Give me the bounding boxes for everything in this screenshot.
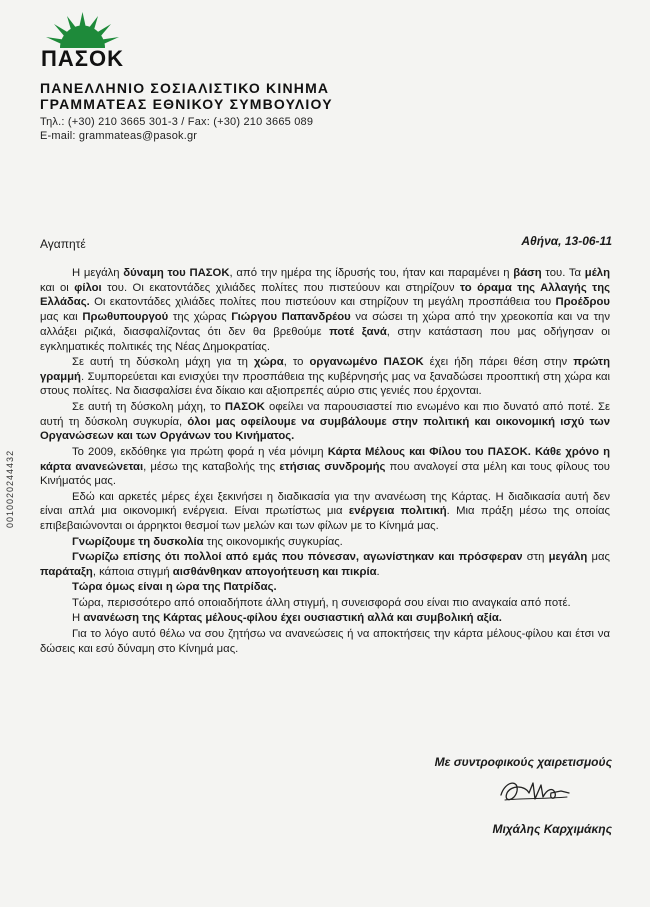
paragraph: Το 2009, εκδόθηκε για πρώτη φορά η νέα μόνιμη Κάρτα Μέλους και Φίλου του ΠΑΣΟΚ. Κάθε χρόνο η κάρτα ανανεώνεται, μέσω της καταβολής της ετήσιας συνδρομής που αναλογεί στα μέλη και τους φίλους του Κινήματός μας. [40, 445, 610, 488]
pasok-logo [40, 10, 125, 71]
date-line: Αθήνα, 13-06-11 [521, 234, 612, 248]
side-reference-code: 0010020244432 [5, 449, 15, 528]
paragraph: Τώρα όμως είναι η ώρα της Πατρίδας. [72, 581, 277, 594]
green-sun-icon [40, 10, 125, 50]
logo-wordmark: ΠΑΣΟΚ [41, 46, 124, 71]
paragraph: Εδώ και αρκετές μέρες έχει ξεκινήσει η διαδικασία για την ανανέωση της Κάρτας. Η διαδικασία αυτή δεν είναι απλά μια οικονομική ενέργεια. Είναι πρωτίστως μια ενέργεια πολιτική. Μια πράξη μέσω της οποίας επιβεβαιώνονται οι άρρηκτοι θεσμοί των μελών και των φίλων με το Κίνημά μας. [40, 490, 611, 533]
paragraph: Σε αυτή τη δύσκολη μάχη για τη χώρα, το οργανωμένο ΠΑΣΟΚ έχει ήδη πάρει θέση στην πρώτη γραμμή. Συμπορεύεται και ενισχύει την προσπάθεια της κυβέρνησής μας να ξαναδώσει προοπτική στη χώρα και στους πολίτες. Να διασφαλίσει ένα δίκαιο και αξιοπρεπές αύριο στις γενιές που έρχονται. [40, 356, 610, 398]
paragraph: Για το λόγο αυτό θέλω να σου ζητήσω να ανανεώσεις ή να αποκτήσεις την κάρτα μέλους-φίλου και έτσι να δώσεις και εσύ δύναμη στο Κίνημά μας. [40, 627, 610, 655]
letter-body [40, 266, 610, 656]
paragraph: Η ανανέωση της Κάρτας μέλους-φίλου έχει ουσιαστική αλλά και συμβολική αξία. [72, 612, 502, 625]
paragraph: Γνωρίζω επίσης ότι πολλοί από εμάς που πόνεσαν, αγωνίστηκαν και πρόσφεραν στη μεγάλη μας παράταξη, κάποια στιγμή αισθάνθηκαν απογοήτευση και πικρία. [40, 551, 611, 578]
paragraph: Τώρα, περισσότερο από οποιαδήποτε άλλη στιγμή, η συνεισφορά σου είναι πιο αναγκαία από ποτέ. [72, 596, 571, 609]
paragraph: Γνωρίζουμε τη δυσκολία της οικονομικής συγκυρίας. [72, 535, 343, 548]
org-department: ΓΡΑΜΜΑΤΕΑΣ ΕΘΝΙΚΟΥ ΣΥΜΒΟΥΛΙΟΥ [40, 96, 333, 112]
contact-phone-fax: Τηλ.: (+30) 210 3665 301-3 / Fax: (+30) 210 3665 089 [40, 116, 314, 128]
contact-email: E-mail: grammateas@pasok.gr [40, 130, 198, 142]
handwritten-signature [495, 773, 575, 813]
signer-name: Μιχάλης Καρχιμάκης [492, 822, 612, 836]
paragraph: Η μεγάλη δύναμη του ΠΑΣΟΚ, από την ημέρα της ίδρυσής του, ήταν και παραμένει η βάση του. Τα μέλη και οι φίλοι του. Οι εκατοντάδες χιλιάδες πολίτες που πιστεύουν και στηρίζουν το όραμα της Αλλαγής της Ελλάδας. Οι εκατοντάδες χιλιάδες πολίτες που πιστεύουν και στηρίζουν τη μεγάλη προσπάθεια του Προέδρου μας και Πρωθυπουργού της χώρας Γιώργου Παπανδρέου να σώσει τη χώρα από την χρεοκοπία και να την αλλάξει ριζικά, διασφαλίζοντας ότι δεν θα βρεθούμε ποτέ ξανά, στην κατάσταση που μας οδήγησαν οι εγκληματικές πολιτικές της Νέας Δημοκρατίας. [40, 267, 610, 353]
org-name: ΠΑΝΕΛΛΗΝΙΟ ΣΟΣΙΑΛΙΣΤΙΚΟ ΚΙΝΗΜΑ [40, 80, 330, 96]
closing-line: Με συντροφικούς χαιρετισμούς [434, 755, 612, 769]
salutation: Αγαπητέ [40, 237, 86, 251]
paragraph: Σε αυτή τη δύσκολη μάχη, το ΠΑΣΟΚ οφείλει να παρουσιαστεί πιο ενωμένο και πιο δυνατό από ποτέ. Σε αυτή τη δύσκολη συγκυρία, όλοι μας οφείλουμε να συμβάλουμε στην πολιτική και οικονομική ισχύ των Οργανώσεων και των Οργάνων του Κινήματος. [40, 400, 611, 443]
